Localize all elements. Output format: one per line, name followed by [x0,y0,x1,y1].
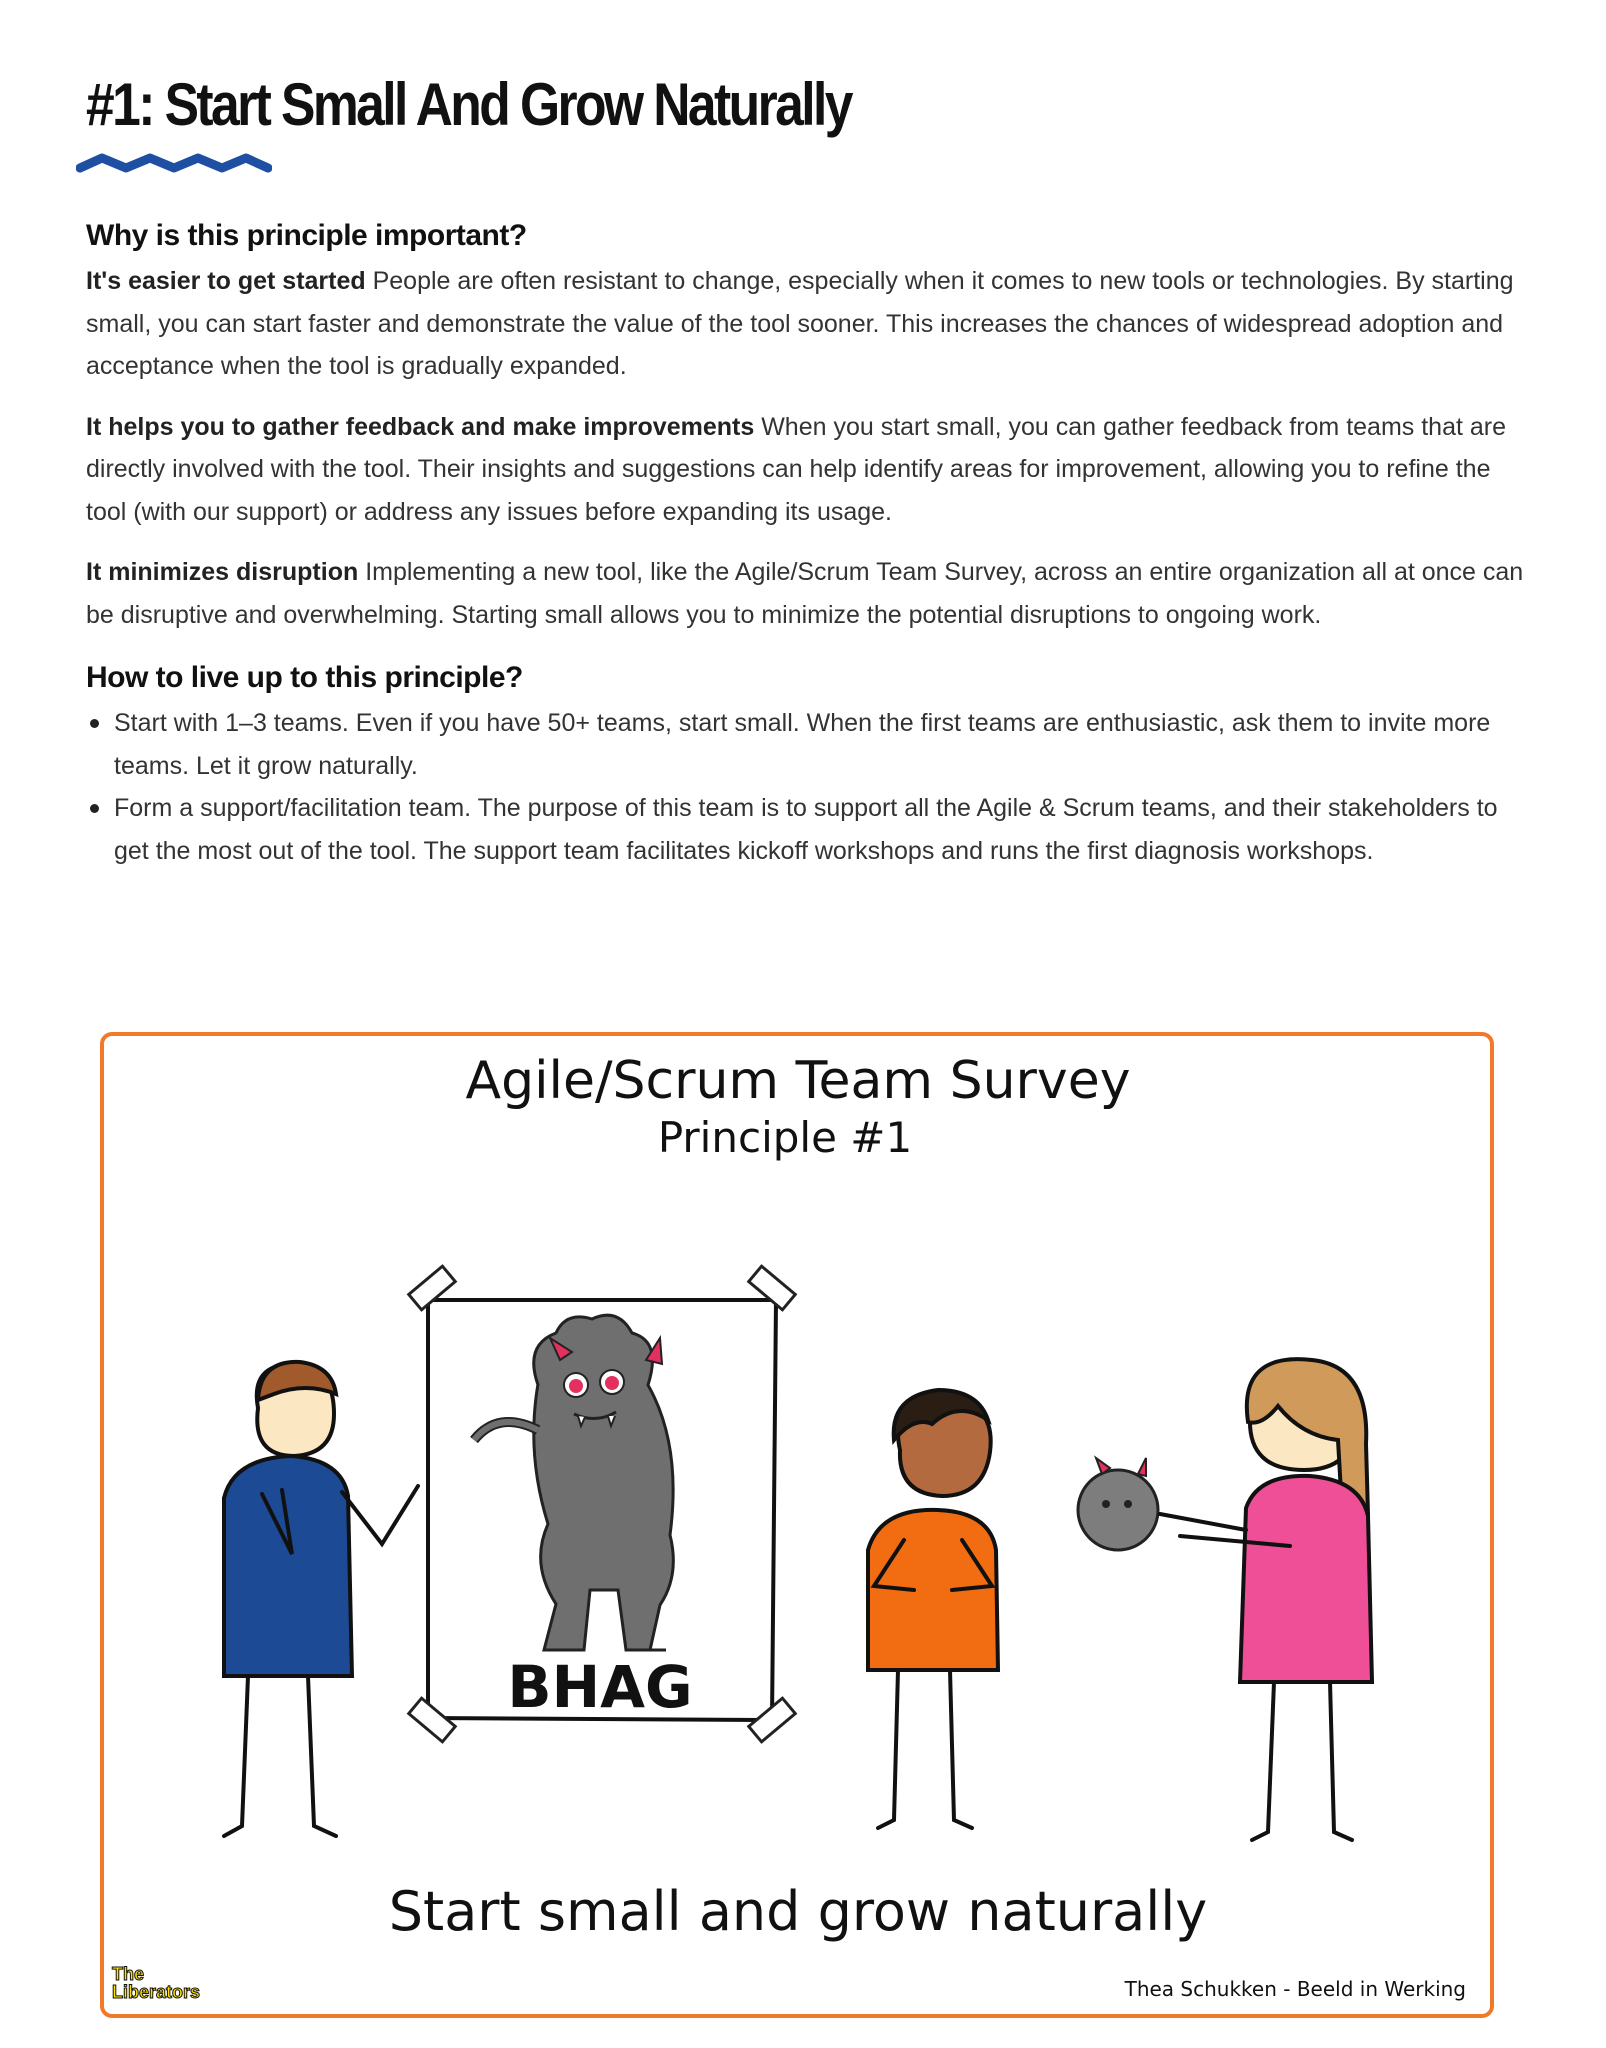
list-item: Start with 1–3 teams. Even if you have 50+ teams, start small. When the first teams are enthusiastic, ask them to invite more teams. Let it grow naturally. [114,702,1526,787]
why-heading: Why is this principle important? [86,219,527,252]
illustration-title: Agile/Scrum Team Survey [465,1051,1131,1111]
reason-lead: It helps you to gather feedback and make improvements [86,412,755,441]
reason-text: Implementing a new tool, like the Agile/Scrum Team Survey, across an entire organization all at once can be disruptive and overwhelming. Starting small allows you to minimize the potential disruptions to ongoing work. [86,558,1524,629]
illustration-subtitle: Principle #1 [657,1113,913,1162]
reason-lead: It minimizes disruption [86,558,359,586]
reason-paragraph [86,551,1526,636]
principle-illustration [98,1030,1496,2020]
liberators-logo [112,1964,200,2002]
page-title: #1: Start Small And Grow Naturally [86,71,851,138]
bhag-poster [409,1266,796,1742]
logo-line-2: Liberators [112,1982,201,2002]
reason-text: When you start small, you can gather feedback from teams that are directly involved with the tool. Their insights and suggestions can help identify areas for improvement, allowing you to refine the tool (with our support) or address any issues before expanding its usage. [86,412,1506,526]
how-list [86,702,1526,872]
reason-paragraph [86,260,1526,388]
person-orange-icon [868,1390,998,1828]
illustration-credit: Thea Schukken - Beeld in Werking [1124,1977,1466,2001]
illustration-caption: Start small and grow naturally [388,1880,1208,1943]
title-underline-wave [76,150,272,176]
small-monster-icon [1078,1458,1158,1550]
reason-paragraph [86,406,1526,534]
person-pink-icon [1160,1359,1372,1840]
list-item: Form a support/facilitation team. The purpose of this team is to support all the Agile & Scrum teams, and their stakeholders to get the most out of the tool. The support team facilitates kickoff workshops and runs the first diagnosis workshops. [114,787,1526,872]
person-blue-icon [224,1362,418,1836]
main-content [86,212,1526,872]
reason-lead: It's easier to get started [86,267,366,295]
how-heading: How to live up to this principle? [86,661,523,694]
reason-text: People are often resistant to change, especially when it comes to new tools or technologies. By starting small, you can start faster and demonstrate the value of the tool sooner. This increases the chances of widespread adoption and acceptance when the tool is gradually expanded. [86,267,1514,380]
logo-line-1: The [112,1964,145,1984]
poster-label: BHAG [507,1653,693,1721]
